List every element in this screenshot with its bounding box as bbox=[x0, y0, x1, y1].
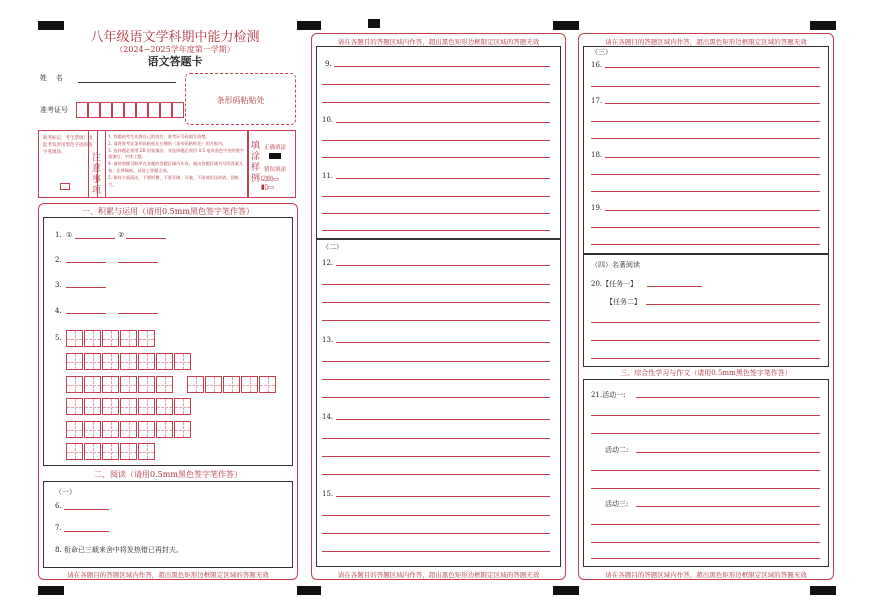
q4-line-a[interactable] bbox=[66, 313, 106, 314]
wrong-label: 错误填涂 bbox=[264, 167, 287, 173]
writing-grid[interactable] bbox=[66, 353, 192, 370]
grid-cell[interactable] bbox=[187, 376, 204, 393]
q1-a-label: ① bbox=[66, 231, 73, 239]
part1-header: 一、积累与运用（请用0.5mm黑色签字笔作答） bbox=[82, 207, 254, 216]
answer-line[interactable] bbox=[336, 265, 550, 266]
answer-line[interactable] bbox=[591, 191, 820, 192]
exam-no-digit-box[interactable] bbox=[76, 102, 88, 118]
answer-line[interactable] bbox=[322, 361, 550, 362]
exam-no-digit-box[interactable] bbox=[124, 102, 136, 118]
grid-cell[interactable] bbox=[102, 398, 119, 415]
timing-mark bbox=[297, 21, 321, 30]
answer-line[interactable] bbox=[336, 419, 550, 420]
exam-no-digit-box[interactable] bbox=[88, 102, 100, 118]
timing-mark bbox=[810, 21, 836, 30]
answer-line[interactable] bbox=[591, 358, 820, 359]
answer-line[interactable] bbox=[322, 284, 550, 285]
answer-line[interactable] bbox=[591, 542, 820, 543]
answer-line[interactable] bbox=[647, 286, 702, 287]
exam-no-digit-box[interactable] bbox=[172, 102, 184, 118]
grid-cell[interactable] bbox=[102, 376, 119, 393]
answer-line[interactable] bbox=[646, 304, 820, 305]
missing-note: 缺考标记，考生禁填！由监考负责用黑色字迹的签字笔填涂。 bbox=[43, 136, 93, 155]
answer-line[interactable] bbox=[591, 524, 820, 525]
answer-line[interactable] bbox=[322, 379, 550, 380]
answer-line[interactable] bbox=[322, 515, 550, 516]
name-field[interactable] bbox=[78, 82, 176, 83]
correct-fill-sample bbox=[269, 153, 281, 159]
q9-label: 9. bbox=[325, 60, 332, 68]
card-title: 语文答题卡 bbox=[147, 55, 203, 68]
answer-line[interactable] bbox=[334, 66, 550, 67]
missing-mark-box[interactable] bbox=[60, 183, 70, 190]
grid-cell[interactable] bbox=[174, 421, 191, 438]
answer-line[interactable] bbox=[322, 551, 550, 552]
answer-line[interactable] bbox=[591, 227, 820, 228]
grid-cell[interactable] bbox=[102, 421, 119, 438]
footer-warning: 请在各题目的答题区域内作答，超出黑色矩形边框限定区域的答题无效 bbox=[337, 571, 540, 579]
timing-mark bbox=[38, 21, 64, 30]
writing-grid[interactable] bbox=[66, 376, 174, 393]
footer-warning: 请在各题目的答题区域内作答，超出黑色矩形边框限定区域的答题无效 bbox=[67, 571, 269, 579]
answer-line[interactable] bbox=[591, 340, 820, 341]
answer-line[interactable] bbox=[336, 122, 550, 123]
grid-cell[interactable] bbox=[138, 330, 155, 347]
grid-cell[interactable] bbox=[138, 443, 155, 460]
writing-grid[interactable] bbox=[66, 330, 156, 347]
answer-line[interactable] bbox=[591, 470, 820, 471]
grid-cell[interactable] bbox=[223, 376, 240, 393]
answer-line[interactable] bbox=[322, 320, 550, 321]
answer-line[interactable] bbox=[636, 506, 820, 507]
answer-line[interactable] bbox=[322, 474, 550, 475]
q6-line[interactable] bbox=[64, 509, 109, 510]
answer-line[interactable] bbox=[591, 488, 820, 489]
grid-cell[interactable] bbox=[120, 376, 137, 393]
footer-warning: 请在各题目的答题区域内作答，超出黑色矩形边框限定区域的答题无效 bbox=[605, 571, 807, 579]
q4-label: 4. bbox=[55, 307, 62, 315]
q13-label: 13. bbox=[322, 336, 334, 344]
timing-mark bbox=[368, 19, 380, 28]
grid-cell[interactable] bbox=[120, 421, 137, 438]
grid-cell[interactable] bbox=[138, 421, 155, 438]
q7-line[interactable] bbox=[64, 531, 109, 532]
section-2-label: （二） bbox=[322, 243, 343, 251]
grid-cell[interactable] bbox=[84, 376, 101, 393]
section-1-label: （一） bbox=[55, 488, 76, 496]
writing-grid[interactable] bbox=[66, 443, 156, 460]
grid-cell[interactable] bbox=[102, 330, 119, 347]
q2-line-a[interactable] bbox=[66, 262, 106, 263]
notes-title: 注意事项 bbox=[92, 153, 102, 196]
timing-mark bbox=[297, 586, 321, 595]
right-box-bottom[interactable] bbox=[583, 379, 829, 567]
exam-no-digit-box[interactable] bbox=[136, 102, 148, 118]
q15-label: 15. bbox=[322, 490, 334, 498]
answer-line[interactable] bbox=[322, 302, 550, 303]
task2-label: 【任务二】 bbox=[606, 298, 641, 306]
answer-line[interactable] bbox=[605, 67, 820, 68]
grid-cell[interactable] bbox=[156, 421, 173, 438]
answer-line[interactable] bbox=[591, 433, 820, 434]
activity2-label: 活动二: bbox=[605, 446, 629, 454]
writing-grid[interactable] bbox=[187, 376, 277, 393]
grid-cell[interactable] bbox=[66, 421, 83, 438]
exam-no-digit-box[interactable] bbox=[100, 102, 112, 118]
answer-line[interactable] bbox=[605, 210, 820, 211]
answer-line[interactable] bbox=[591, 244, 820, 245]
grid-cell[interactable] bbox=[84, 421, 101, 438]
answer-line[interactable] bbox=[322, 140, 550, 141]
grid-cell[interactable] bbox=[120, 398, 137, 415]
answer-line[interactable] bbox=[322, 157, 550, 158]
answer-line[interactable] bbox=[636, 452, 820, 453]
grid-cell[interactable] bbox=[84, 398, 101, 415]
activity3-label: 活动三: bbox=[605, 500, 629, 508]
timing-mark bbox=[553, 586, 579, 595]
grid-cell[interactable] bbox=[138, 376, 155, 393]
grid-cell[interactable] bbox=[120, 330, 137, 347]
middle-box-bottom[interactable] bbox=[316, 239, 561, 567]
q12-label: 12. bbox=[322, 259, 334, 267]
q5-label: 5. bbox=[55, 334, 62, 342]
q7-label: 7. bbox=[55, 524, 62, 532]
grid-cell[interactable] bbox=[66, 443, 83, 460]
answer-line[interactable] bbox=[591, 322, 820, 323]
grid-cell[interactable] bbox=[102, 353, 119, 370]
answer-line[interactable] bbox=[322, 438, 550, 439]
q3-line[interactable] bbox=[66, 287, 106, 288]
exam-no-digit-box[interactable] bbox=[160, 102, 172, 118]
correct-label: 正确填涂 bbox=[264, 145, 287, 151]
grid-cell[interactable] bbox=[259, 376, 276, 393]
grid-cell[interactable] bbox=[120, 353, 137, 370]
grid-cell[interactable] bbox=[84, 443, 101, 460]
answer-line[interactable] bbox=[605, 157, 820, 158]
answer-line[interactable] bbox=[591, 558, 820, 559]
barcode-area bbox=[185, 73, 296, 125]
grid-cell[interactable] bbox=[84, 353, 101, 370]
answer-line[interactable] bbox=[605, 103, 820, 104]
section-3-label: （三） bbox=[591, 48, 612, 56]
q20-label: 20.【任务一】 bbox=[591, 280, 638, 288]
grid-cell[interactable] bbox=[241, 376, 258, 393]
q18-label: 18. bbox=[591, 151, 603, 159]
q14-label: 14. bbox=[322, 413, 334, 421]
section-4-label: （四）名著阅读 bbox=[591, 261, 640, 269]
answer-line[interactable] bbox=[322, 456, 550, 457]
answer-line[interactable] bbox=[322, 230, 550, 231]
grid-cell[interactable] bbox=[205, 376, 222, 393]
answer-line[interactable] bbox=[591, 415, 820, 416]
timing-mark bbox=[553, 21, 579, 30]
header-warning: 请在各题目的答题区域内作答，超出黑色矩形边框限定区域的答题无效 bbox=[605, 38, 807, 46]
grid-cell[interactable] bbox=[120, 443, 137, 460]
answer-line[interactable] bbox=[591, 138, 820, 139]
notes-box bbox=[88, 130, 248, 198]
writing-grid[interactable] bbox=[66, 398, 192, 415]
fill-sample-box bbox=[248, 130, 296, 198]
part2-header: 二、阅读（请用0.5mm黑色签字笔作答） bbox=[94, 470, 242, 479]
q1-label: 1. bbox=[55, 231, 62, 239]
exam-subtitle: （2024−2025学年度第一学期） bbox=[115, 45, 235, 54]
grid-cell[interactable] bbox=[66, 376, 83, 393]
timing-mark bbox=[38, 586, 64, 595]
q4-line-b[interactable] bbox=[118, 313, 158, 314]
grid-cell[interactable] bbox=[138, 353, 155, 370]
q21-label: 21.活动一: bbox=[591, 391, 626, 399]
answer-line[interactable] bbox=[322, 102, 550, 103]
grid-cell[interactable] bbox=[174, 398, 191, 415]
exam-title: 八年级语文学科期中能力检测 bbox=[90, 30, 260, 45]
exam-no-digit-box[interactable] bbox=[112, 102, 124, 118]
answer-line[interactable] bbox=[322, 196, 550, 197]
q1-a-line[interactable] bbox=[75, 238, 115, 239]
q11-label: 11. bbox=[322, 172, 334, 180]
right-box-top[interactable] bbox=[583, 46, 829, 254]
q16-label: 16. bbox=[591, 61, 603, 69]
q17-label: 17. bbox=[591, 97, 603, 105]
q2-label: 2. bbox=[55, 256, 62, 264]
wrong-fill-samples: ☑☒▭ ▮▯▭ bbox=[261, 175, 279, 191]
middle-box-top[interactable] bbox=[316, 46, 561, 239]
exam-no-digit-box[interactable] bbox=[148, 102, 160, 118]
answer-line[interactable] bbox=[322, 84, 550, 85]
answer-line[interactable] bbox=[591, 174, 820, 175]
grid-cell[interactable] bbox=[156, 353, 173, 370]
q1-b-label: ② bbox=[118, 231, 125, 239]
writing-grid[interactable] bbox=[66, 421, 192, 438]
answer-line[interactable] bbox=[322, 533, 550, 534]
answer-line[interactable] bbox=[322, 213, 550, 214]
grid-cell[interactable] bbox=[174, 353, 191, 370]
grid-cell[interactable] bbox=[102, 443, 119, 460]
grid-cell[interactable] bbox=[66, 398, 83, 415]
header-warning: 请在各题目的答题区域内作答，超出黑色矩形边框限定区域的答题无效 bbox=[337, 38, 540, 46]
grid-cell[interactable] bbox=[156, 398, 173, 415]
grid-cell[interactable] bbox=[66, 330, 83, 347]
q8-label: 8. 衔命已三载来舍中将发热错已再封夫。 bbox=[55, 546, 183, 554]
part3-header: 三、综合性学习与作文（请用0.5mm黑色签字笔作答） bbox=[620, 369, 792, 377]
q6-label: 6. bbox=[55, 502, 62, 510]
answer-line[interactable] bbox=[636, 397, 820, 398]
answer-line[interactable] bbox=[322, 397, 550, 398]
exam-no-label: 准考证号 bbox=[40, 106, 68, 114]
grid-cell[interactable] bbox=[66, 353, 83, 370]
grid-cell[interactable] bbox=[156, 376, 173, 393]
q1-b-line[interactable] bbox=[126, 238, 166, 239]
q19-label: 19. bbox=[591, 204, 603, 212]
q3-label: 3. bbox=[55, 281, 62, 289]
notes-list: 1. 答题前考生先将自己的姓名、准考证号码填写清楚。 2. 请将准考证条形码粘贴在右侧的（条形码粘贴处）的方框内。 3. 选择题必须用 2B 铅笔填涂，非选择题必须用 0.5 毫米黑色字迹的签字笔填写，字体工整。 4. 请按照题号顺序在各题的答题区域内作答，超出答题区域书写的答案无效；在草稿纸、试卷上答题无效。 5. 保持卡面清洁，不要折叠、不要弄破、弄皱，不准使用涂改液、刮纸刀。 bbox=[108, 134, 245, 187]
barcode-label: 条形码粘贴处 bbox=[216, 96, 265, 105]
fill-sample-title: 填涂样例 bbox=[251, 141, 261, 184]
answer-line[interactable] bbox=[591, 86, 820, 87]
q2-line-b[interactable] bbox=[118, 262, 158, 263]
name-label: 姓 名 bbox=[40, 74, 63, 82]
q10-label: 10. bbox=[322, 116, 334, 124]
answer-line[interactable] bbox=[336, 178, 550, 179]
answer-line[interactable] bbox=[336, 342, 550, 343]
timing-mark bbox=[810, 586, 836, 595]
right-box-middle[interactable] bbox=[583, 254, 829, 367]
grid-cell[interactable] bbox=[138, 398, 155, 415]
answer-line[interactable] bbox=[591, 121, 820, 122]
exam-no-boxes[interactable] bbox=[76, 102, 184, 118]
answer-line[interactable] bbox=[336, 496, 550, 497]
grid-cell[interactable] bbox=[84, 330, 101, 347]
